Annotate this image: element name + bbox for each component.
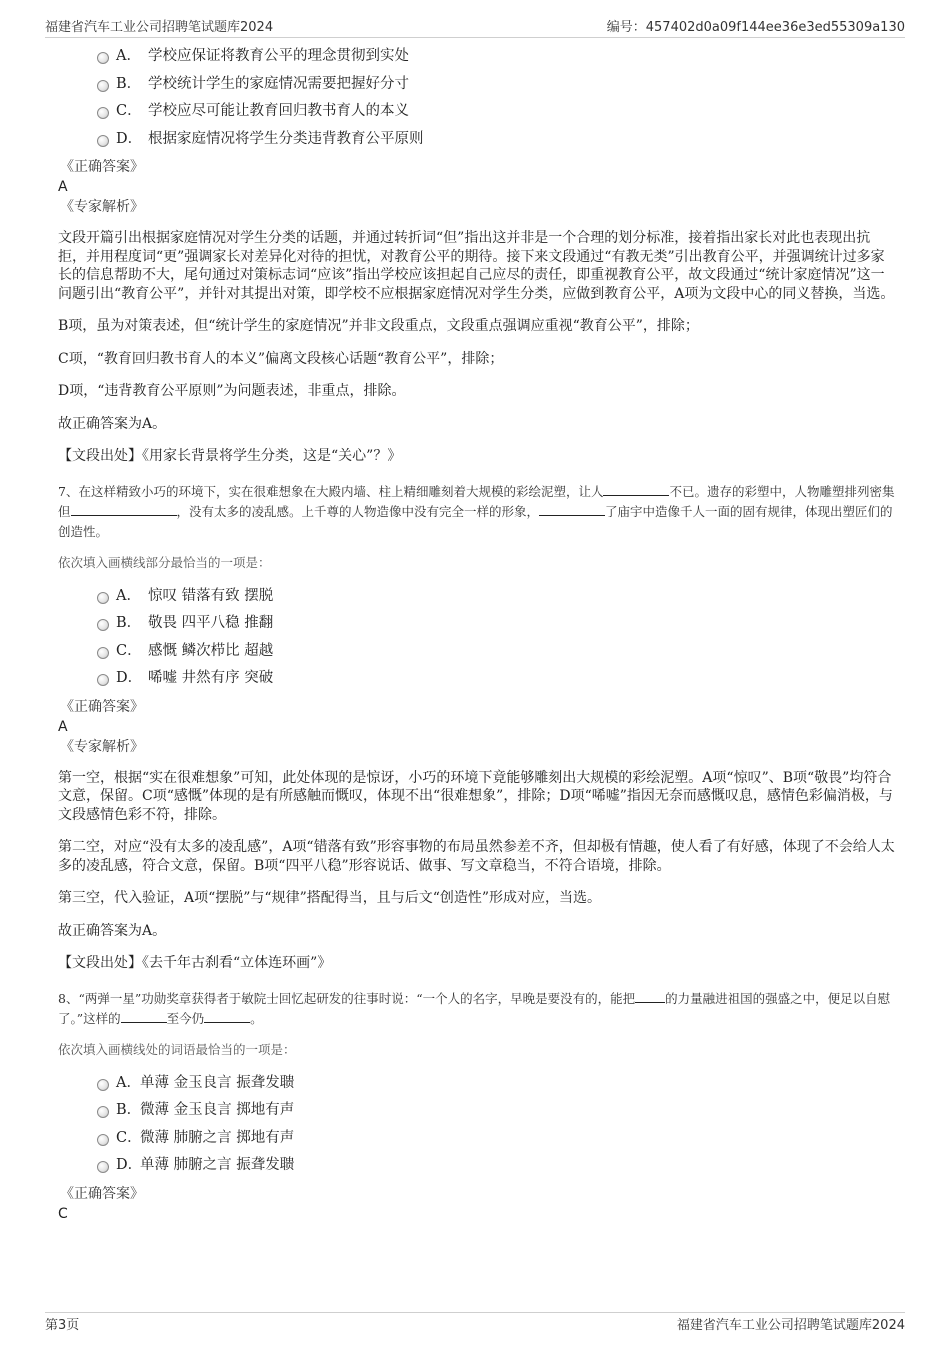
q6-option-d[interactable] (58, 127, 898, 155)
radio-icon[interactable] (97, 52, 109, 64)
q6-options (58, 44, 898, 154)
q7-answer-label: 《正确答案》 (60, 698, 144, 715)
radio-icon[interactable] (97, 1134, 109, 1146)
radio-icon[interactable] (97, 1161, 109, 1173)
q6-analysis-paragraph: C项，“教育回归教书育人的本义”偏离文段核心话题“教育公平”，排除； (58, 350, 504, 367)
option-text: 单薄 金玉良言 振聋发聩 (140, 1074, 295, 1091)
q8-stem: 8、“两弹一星”功勋奖章获得者于敏院士回忆起研发的往事时说：“一个人的名字，早晚是要没有的，能把 的力量融进祖国的强盛之中，便足以自慰了。”这样的 至今仍 。 (58, 990, 891, 1026)
q8-prompt: 依次填入画横线处的词语最恰当的一项是： (58, 1041, 296, 1057)
q8-option-c[interactable] (58, 1126, 898, 1154)
q8-answer: C (58, 1205, 68, 1222)
q6-analysis-paragraph: 文段开篇引出根据家庭情况对学生分类的话题，并通过转折词“但”指出这并非是一个合理的划分标准，接着指出家长对此也表现出抗拒，并用程度词“更”强调家长对差异化对待的担忧，对教育公平的期待。接下来文段通过“有教无类”引出教育公平，并强调统计过多家长的信息帮助不大，尾句通过对策标志词“应该”指出学校应该担起自己应尽的责任，即重视教育公平，故文段通过“统计家庭情况”这一问题引出“教育公平”，并针对其提出对策，即学校不应根据家庭情况对学生分类，应做到教育公平，A项为文段中心的同义替换，当选。 (58, 230, 895, 302)
q6-analysis-label: 《专家解析》 (60, 199, 144, 215)
q7-option-b[interactable] (58, 611, 898, 639)
option-letter: A． (116, 1074, 141, 1091)
radio-icon[interactable] (97, 647, 109, 659)
q7-analysis-paragraph: 第一空，根据“实在很难想象”可知，此处体现的是惊讶，小巧的环境下竟能够雕刻出大规模的彩绘泥塑。A项“惊叹”、B项“敬畏”均符合文意，保留。C项“感慨”体现的是有所感触而慨叹，体现不出“很难想象”，排除；D项“唏嘘”指因无奈而感慨叹息，感情色彩偏消极，与文段感情色彩不符，排除。 (58, 769, 893, 823)
q6-source: 【文段出处】《用家长背景将学生分类，这是“关心”？》 (58, 448, 402, 464)
radio-icon[interactable] (97, 674, 109, 686)
option-text: 微薄 金玉良言 掷地有声 (140, 1102, 295, 1118)
q7-analysis-label: 《专家解析》 (60, 738, 144, 755)
page-content (58, 44, 898, 1224)
radio-icon[interactable] (97, 1106, 109, 1118)
option-letter: D． (116, 670, 143, 686)
option-text: 敬畏 四平八稳 推翻 (148, 615, 274, 631)
option-letter: D． (116, 1157, 143, 1173)
option-letter: B． (116, 75, 142, 92)
q6-analysis-paragraph: B项，虽为对策表述，但“统计学生的家庭情况”并非文段重点，文段重点强调应重视“教育公平”，排除； (58, 318, 699, 334)
radio-icon[interactable] (97, 80, 109, 92)
option-letter: B． (116, 615, 142, 631)
q6-option-b[interactable] (58, 72, 898, 100)
blank-line (603, 482, 669, 496)
option-letter: D． (116, 130, 143, 147)
option-text: 根据家庭情况将学生分类违背教育公平原则 (148, 130, 424, 147)
q7-option-c[interactable] (58, 639, 898, 667)
q7-answer: A (58, 718, 68, 735)
q6-analysis-conclusion: 故正确答案为A。 (58, 415, 167, 432)
header-title: 福建省汽车工业公司招聘笔试题库2024 (45, 20, 274, 35)
blank-line (121, 1009, 167, 1023)
q7-options (58, 584, 898, 694)
header-serial-number: 编号：457402d0a09f144ee36e3ed55309a130 (606, 20, 905, 35)
q7-analysis-conclusion: 故正确答案为A。 (58, 922, 167, 939)
option-text: 学校应尽可能让教育回归教书育人的本义 (148, 103, 409, 119)
option-letter: A． (116, 587, 141, 604)
blank-line (635, 989, 665, 1003)
page-header (45, 16, 905, 36)
q7-stem: 7、在这样精致小巧的环境下，实在很难想象在大殿内墙、柱上精细雕刻着大规模的彩绘泥塑，让人 不已。遗存的彩塑中，人物雕塑排列密集但 ，没有太多的凌乱感。上千尊的人物造像中没有完全一样的形象， 了庙宇中造像千人一面的固有规律，体现出塑匠们的创造性。 (58, 483, 895, 539)
blank-line (204, 1009, 250, 1023)
radio-icon[interactable] (97, 1079, 109, 1091)
radio-icon[interactable] (97, 107, 109, 119)
q8-option-b[interactable] (58, 1098, 898, 1126)
option-text: 唏嘘 井然有序 突破 (148, 670, 274, 686)
page-footer (45, 1314, 905, 1334)
option-text: 单薄 肺腑之言 振聋发聩 (140, 1157, 295, 1173)
radio-icon[interactable] (97, 592, 109, 604)
option-text: 学校应保证将教育公平的理念贯彻到实处 (148, 48, 409, 64)
option-letter: A． (116, 48, 141, 64)
header-divider (45, 37, 905, 38)
q6-answer-label: 《正确答案》 (60, 159, 144, 175)
q7-option-a[interactable] (58, 584, 898, 612)
option-text: 学校统计学生的家庭情况需要把握好分寸 (148, 75, 409, 92)
option-letter: C． (116, 103, 142, 119)
q7-analysis-paragraph: 第三空，代入验证，A项“摆脱”与“规律”搭配得当，且与后文“创造性”形成对应，当选。 (58, 890, 602, 906)
option-text: 感慨 鳞次栉比 超越 (148, 642, 274, 659)
radio-icon[interactable] (97, 135, 109, 147)
q7-analysis-paragraph: 第二空，对应“没有太多的凌乱感”，A项“错落有致”形容事物的布局虽然参差不齐，但却极有情趣，使人看了有好感，体现了不会给人太多的凌乱感，符合文意，保留。B项“四平八稳”形容说话、做事、写文章稳当，不符合语境，排除。 (58, 839, 895, 874)
q6-option-c[interactable] (58, 99, 898, 127)
radio-icon[interactable] (97, 619, 109, 631)
option-letter: C． (116, 642, 142, 659)
q8-option-d[interactable] (58, 1153, 898, 1181)
q8-answer-label: 《正确答案》 (60, 1185, 144, 1202)
blank-line (539, 502, 605, 516)
footer-title: 福建省汽车工业公司招聘笔试题库2024 (676, 1318, 905, 1333)
q6-option-a[interactable] (58, 44, 898, 72)
q6-answer: A (58, 179, 68, 195)
option-letter: B． (116, 1102, 142, 1118)
page-number: 第3页 (45, 1318, 80, 1333)
q7-prompt: 依次填入画横线部分最恰当的一项是： (58, 554, 271, 570)
footer-divider (45, 1312, 905, 1313)
q7-option-d[interactable] (58, 666, 898, 694)
option-text: 惊叹 错落有致 摆脱 (148, 587, 274, 604)
q8-option-a[interactable] (58, 1071, 898, 1099)
q7-source: 【文段出处】《去千年古刹看“立体连环画”》 (58, 955, 332, 971)
q6-analysis-paragraph: D项，“违背教育公平原则”为问题表述，非重点，排除。 (58, 383, 406, 399)
blank-line (71, 502, 177, 516)
q8-options (58, 1071, 898, 1181)
option-text: 微薄 肺腑之言 掷地有声 (140, 1129, 295, 1146)
option-letter: C． (116, 1129, 142, 1146)
